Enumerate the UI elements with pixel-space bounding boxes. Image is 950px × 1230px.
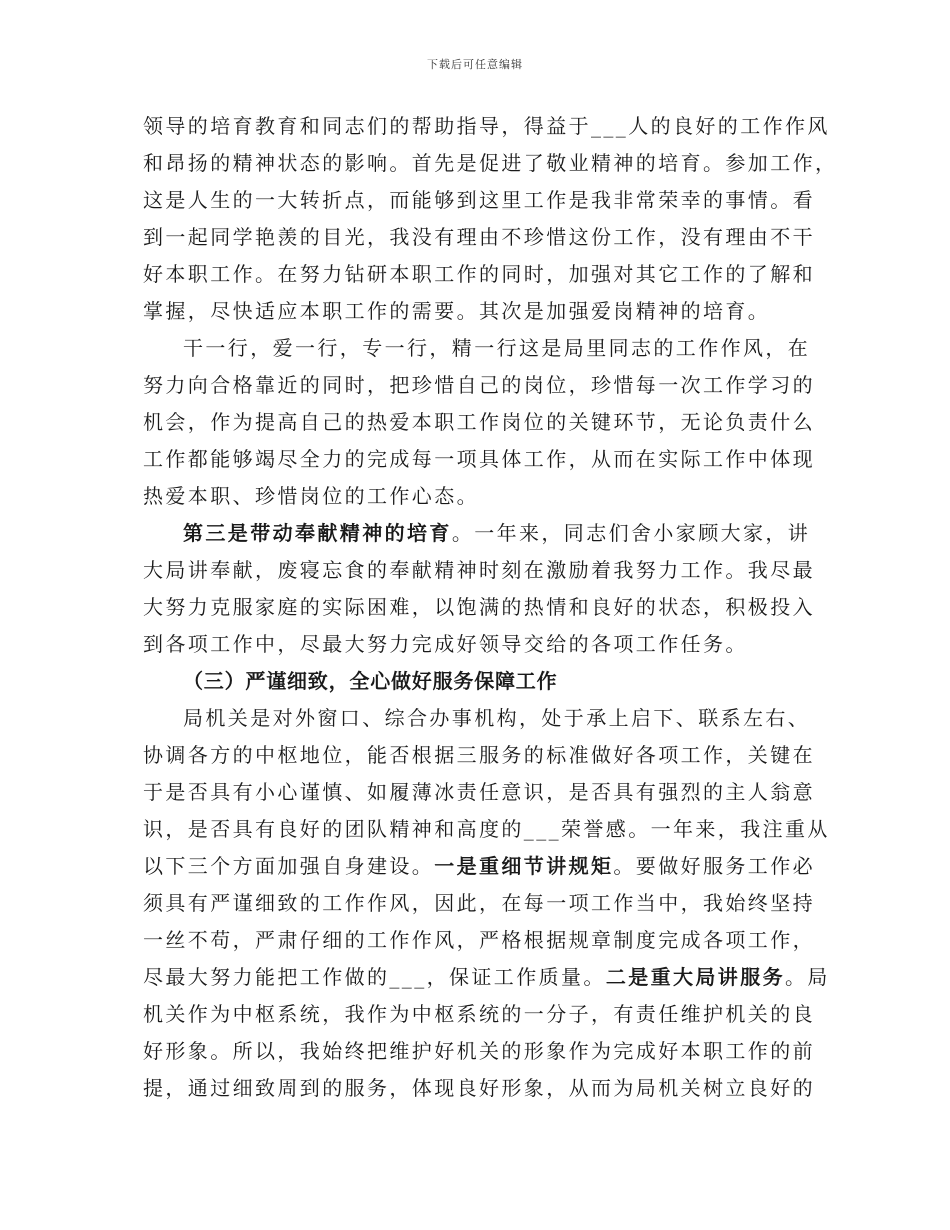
paragraph-first-line: 干一行，爱一行，专一行，精一行这是局里同志的工作作风，在 [183,336,811,360]
text-line: 机会，作为提高自己的热爱本职工作岗位的关键环节，无论负责什么 [143,410,815,434]
text-line: 领导的培育教育和同志们的帮助指导，得益于___人的良好的工作作风 [143,114,830,138]
text-line: 于是否具有小心谨慎、如履薄冰责任意识，是否具有强烈的主人翁意 [143,780,815,804]
bold-lead-phrase: 一是重细节讲规矩 [434,854,614,878]
text-line: 大努力克服家庭的实际困难，以饱满的热情和良好的状态，积极投入 [143,595,815,619]
text-line: 努力向合格靠近的同时，把珍惜自己的岗位，珍惜每一次工作学习的 [143,373,815,397]
text-line: 机关作为中枢系统，我作为中枢系统的一分子，有责任维护机关的良 [143,1002,815,1026]
text-line: 工作都能够竭尽全力的完成每一项具体工作，从而在实际工作中体现 [143,447,815,471]
text-line [143,848,816,885]
text-segment: 。要做好服务工作必 [613,854,816,878]
paragraph-first-line: 局机关是对外窗口、综合办事机构，处于承上启下、联系左右、 [183,706,811,730]
text-line: 到各项工作中，尽最大努力完成好领导交给的各项工作任务。 [143,632,748,656]
text-line: 这是人生的一大转折点，而能够到这里工作是我非常荣幸的事情。看 [143,188,815,212]
section-heading: （三）严谨细致，全心做好服务保障工作 [183,669,558,693]
text-line: 一丝不苟，严肃仔细的工作作风，严格根据规章制度完成各项工作， [143,928,815,952]
text-line: 到一起同学艳羡的目光，我没有理由不珍惜这份工作，没有理由不干 [143,225,815,249]
text-line: 大局讲奉献，废寝忘食的奉献精神时刻在激励着我努力工作。我尽最 [143,558,815,582]
text-line: 热爱本职、珍惜岗位的工作心态。 [143,484,479,508]
text-segment: 。局 [785,965,830,989]
text-line: 识，是否具有良好的团队精神和高度的___荣誉感。一年来，我注重从 [143,817,830,841]
text-segment: 尽最大努力能把工作做的___，保证工作质量。 [143,965,606,989]
bold-lead-phrase: 第三是带动奉献精神的培育 [183,521,452,545]
page-header-note: 下载后可任意编辑 [427,58,523,71]
text-line: 掌握，尽快适应本职工作的需要。其次是加强爱岗精神的培育。 [143,299,771,323]
text-line: 协调各方的中枢地位，能否根据三服务的标准做好各项工作，关键在 [143,743,815,767]
text-line: 提，通过细致周到的服务，体现良好形象，从而为局机关树立良好的 [143,1076,815,1100]
paragraph-first-line [143,515,813,552]
text-segment: 以下三个方面加强自身建设。 [143,854,435,878]
text-segment: 。一年来，同志们舍小家顾大家，讲 [451,521,811,545]
text-line: 须具有严谨细致的工作作风，因此，在每一项工作当中，我始终坚持 [143,891,815,915]
text-line: 和昂扬的精神状态的影响。首先是促进了敬业精神的培育。参加工作， [143,151,838,175]
text-line: 好本职工作。在努力钻研本职工作的同时，加强对其它工作的了解和 [143,262,815,286]
text-line [143,959,830,996]
document-body [143,108,838,1107]
bold-lead-phrase: 二是重大局讲服务 [605,965,786,989]
text-line: 好形象。所以，我始终把维护好机关的形象作为完成好本职工作的前 [143,1039,815,1063]
